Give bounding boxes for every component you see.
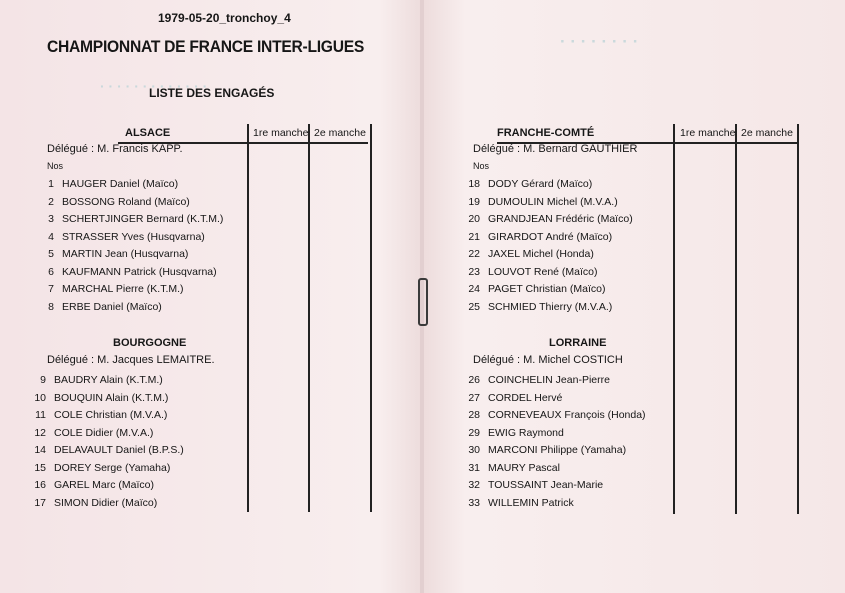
rider-number: 30 — [468, 444, 480, 456]
rider-name: COLE Christian (M.V.A.) — [54, 409, 168, 421]
rider-number: 2 — [48, 195, 54, 208]
rider-row — [24, 444, 184, 456]
column-divider — [673, 124, 675, 514]
rider-number: 31 — [468, 461, 480, 474]
rider-row — [32, 248, 188, 260]
rider-name: HAUGER Daniel (Maïco) — [62, 178, 179, 190]
rider-number: 12 — [34, 426, 46, 439]
rider-number: 4 — [48, 230, 54, 243]
region-title-bourgogne: BOURGOGNE — [113, 337, 187, 349]
column-header-manche1: 1re manche — [253, 127, 309, 139]
rider-name: GIRARDOT André (Maïco) — [488, 230, 613, 243]
column-divider — [797, 124, 799, 514]
delegate-franche-comte: Délégué : M. Bernard GAUTHIER — [473, 143, 638, 155]
rider-name: SCHERTJINGER Bernard (K.T.M.) — [62, 213, 224, 225]
rider-row — [458, 392, 562, 404]
column-divider — [308, 124, 310, 512]
page-title: CHAMPIONNAT DE FRANCE INTER-LIGUES — [47, 37, 365, 56]
column-divider — [735, 124, 737, 514]
rider-name: KAUFMANN Patrick (Husqvarna) — [62, 265, 217, 278]
rider-name: SIMON Didier (Maïco) — [54, 496, 158, 509]
rider-row — [458, 196, 618, 208]
rider-row — [32, 213, 223, 225]
rider-number: 10 — [34, 391, 46, 404]
rider-number: 6 — [48, 265, 54, 278]
rider-number: 21 — [468, 230, 480, 243]
rider-row — [24, 479, 154, 491]
rider-number: 23 — [468, 265, 480, 278]
rider-name: COLE Didier (M.V.A.) — [54, 426, 154, 439]
rider-name: CORDEL Hervé — [488, 391, 563, 404]
column-header-manche2: 2e manche — [741, 127, 793, 139]
rider-name: MARCHAL Pierre (K.T.M.) — [62, 283, 184, 295]
rider-number: 24 — [468, 283, 480, 295]
rider-number: 9 — [40, 374, 46, 386]
rider-number: 11 — [35, 409, 46, 421]
rider-row — [458, 301, 612, 313]
rider-number: 8 — [48, 300, 54, 313]
rider-row — [24, 409, 167, 421]
rider-number: 18 — [468, 178, 480, 190]
column-header-manche1: 1re manche — [680, 127, 736, 139]
rider-number: 29 — [468, 426, 480, 439]
rider-row — [458, 213, 633, 225]
rider-row — [24, 497, 157, 509]
rider-number: 19 — [468, 195, 480, 208]
rider-row — [458, 374, 610, 386]
rider-row — [458, 178, 592, 190]
show-through-text: · · · · · · · · — [560, 32, 639, 51]
rider-name: GAREL Marc (Maïco) — [54, 479, 154, 491]
rider-number: 3 — [48, 213, 54, 225]
staple — [418, 278, 428, 326]
rider-name: MARCONI Philippe (Yamaha) — [488, 444, 627, 456]
rider-name: CORNEVEAUX François (Honda) — [488, 409, 646, 421]
rider-name: TOUSSAINT Jean-Marie — [488, 479, 604, 491]
rider-row — [32, 178, 178, 190]
rider-row — [24, 392, 168, 404]
rider-number: 33 — [468, 496, 480, 509]
rider-row — [32, 266, 217, 278]
show-through-text: · · · · · · · · · · · · · — [100, 78, 208, 94]
rider-row — [24, 374, 163, 386]
rider-name: STRASSER Yves (Husqvarna) — [62, 230, 205, 243]
rider-row — [458, 409, 646, 421]
rider-number: 27 — [468, 391, 480, 404]
rider-name: ERBE Daniel (Maïco) — [62, 300, 162, 313]
rider-name: JAXEL Michel (Honda) — [488, 248, 594, 260]
numbers-label: Nos — [473, 161, 490, 171]
rider-row — [458, 444, 626, 456]
rider-row — [32, 231, 205, 243]
rider-row — [24, 462, 170, 474]
rider-row — [32, 196, 190, 208]
numbers-label: Nos — [47, 161, 64, 171]
column-divider — [370, 124, 372, 512]
rider-number: 32 — [468, 479, 480, 491]
rider-name: BAUDRY Alain (K.T.M.) — [54, 374, 163, 386]
rider-name: DELAVAULT Daniel (B.P.S.) — [54, 444, 184, 456]
rider-name: DUMOULIN Michel (M.V.A.) — [488, 195, 618, 208]
document-filename: 1979-05-20_tronchoy_4 — [158, 11, 291, 25]
region-title-lorraine: LORRAINE — [549, 337, 607, 349]
rider-row — [458, 497, 574, 509]
rider-row — [458, 479, 603, 491]
rider-number: 28 — [468, 409, 480, 421]
section-title: LISTE DES ENGAGÉS — [149, 86, 275, 100]
rider-name: WILLEMIN Patrick — [488, 496, 574, 509]
rider-number: 25 — [468, 300, 480, 313]
rider-number: 1 — [48, 178, 54, 190]
rider-name: BOUQUIN Alain (K.T.M.) — [54, 391, 169, 404]
rider-name: BOSSONG Roland (Maïco) — [62, 195, 190, 208]
rider-name: COINCHELIN Jean-Pierre — [488, 374, 610, 386]
rider-name: SCHMIED Thierry (M.V.A.) — [488, 300, 613, 313]
rider-name: GRANDJEAN Frédéric (Maïco) — [488, 213, 633, 225]
rider-name: EWIG Raymond — [488, 426, 564, 439]
rider-name: DODY Gérard (Maïco) — [488, 178, 593, 190]
rider-name: DOREY Serge (Yamaha) — [54, 461, 171, 474]
column-divider — [247, 124, 249, 512]
rider-row — [458, 427, 564, 439]
region-title-alsace: ALSACE — [125, 127, 171, 139]
rider-name: MARTIN Jean (Husqvarna) — [62, 248, 189, 260]
delegate-bourgogne: Délégué : M. Jacques LEMAITRE. — [47, 354, 215, 366]
rider-row — [458, 462, 560, 474]
rider-row — [24, 427, 153, 439]
rider-number: 16 — [34, 479, 46, 491]
rider-number: 15 — [34, 461, 46, 474]
rider-name: PAGET Christian (Maïco) — [488, 283, 606, 295]
delegate-lorraine: Délégué : M. Michel COSTICH — [473, 354, 623, 366]
rider-name: MAURY Pascal — [488, 461, 560, 474]
rider-name: LOUVOT René (Maïco) — [488, 265, 598, 278]
rider-row — [458, 266, 598, 278]
rider-row — [458, 231, 612, 243]
rider-number: 20 — [468, 213, 480, 225]
rider-number: 22 — [468, 248, 480, 260]
rider-number: 5 — [48, 248, 54, 260]
rider-row — [32, 301, 162, 313]
delegate-alsace: Délégué : M. Francis KAPP. — [47, 143, 183, 155]
region-title-franche-comte: FRANCHE-COMTÉ — [497, 127, 595, 139]
column-header-manche2: 2e manche — [314, 127, 366, 139]
rider-number: 26 — [468, 374, 480, 386]
rider-row — [458, 248, 594, 260]
rider-number: 7 — [48, 283, 54, 295]
rider-row — [458, 283, 605, 295]
rider-row — [32, 283, 184, 295]
rider-number: 17 — [34, 496, 46, 509]
rider-number: 14 — [34, 444, 46, 456]
